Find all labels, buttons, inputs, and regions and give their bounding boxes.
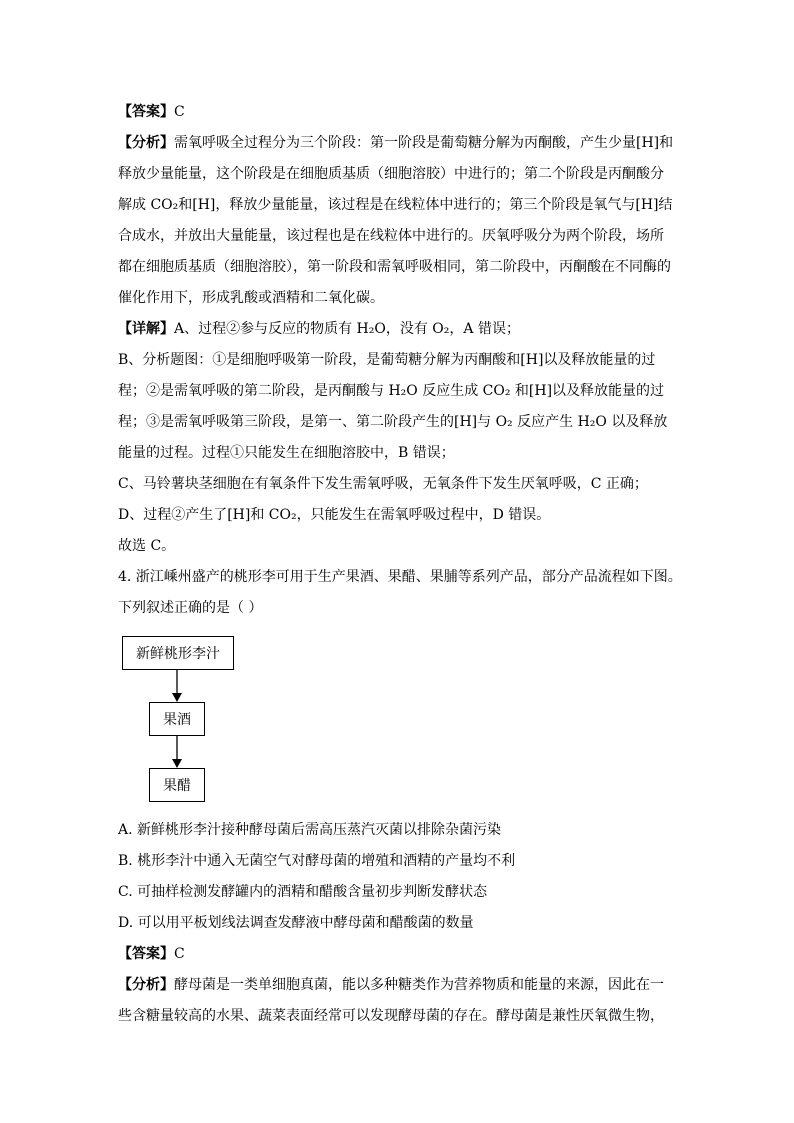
option-d: D. 可以用平板划线法调查发酵液中酵母菌和醋酸菌的数量: [118, 915, 474, 931]
flow-step-fresh-juice: 新鲜桃形李汁: [122, 636, 234, 670]
answer-value: C: [174, 946, 185, 962]
detail-line: 能量的过程。过程①只能发生在细胞溶胶中，B 错误；: [118, 445, 455, 461]
answer-line-2: [118, 944, 185, 964]
analysis-label: 【分析】: [118, 135, 174, 151]
detail-line: D、过程②产生了[H]和 CO₂，只能发生在需氧呼吸过程中，D 错误。: [118, 507, 551, 523]
analysis-text: 酵母菌是一类单细胞真菌，能以多种糖类作为营养物质和能量的来源，因此在一: [174, 977, 664, 993]
question-stem: 4. 浙江嵊州盛产的桃形李可用于生产果酒、果醋、果脯等系列产品，部分产品流程如下图。: [118, 569, 682, 585]
detail-line: 程；③是需氧呼吸第三阶段，是第一、第二阶段产生的[H]与 O₂ 反应产生 H₂O 以及释放: [118, 414, 668, 430]
flow-arrow-1: [172, 670, 182, 702]
option-c: C. 可抽样检测发酵罐内的酒精和醋酸含量初步判断发酵状态: [118, 884, 488, 900]
flow-arrow-2: [172, 736, 182, 768]
analysis-line: 解成 CO₂和[H]，释放少量能量，该过程是在线粒体中进行的；第三个阶段是氧气与[H]结: [118, 197, 673, 213]
detail-label: 【详解】: [118, 321, 174, 337]
analysis-line: 催化作用下，形成乳酸或酒精和二氧化碳。: [118, 290, 384, 306]
question-stem: 下列叙述正确的是（ ）: [118, 600, 263, 616]
analysis-label: 【分析】: [118, 977, 174, 993]
detail-line: 程；②是需氧呼吸的第二阶段，是丙酮酸与 H₂O 反应生成 CO₂ 和[H]以及释放能量的过: [118, 383, 665, 399]
analysis-line: 都在细胞质基质（细胞溶胶），第一阶段和需氧呼吸相同，第二阶段中，丙酮酸在不同酶的: [118, 259, 671, 275]
flow-step-vinegar: 果醋: [149, 768, 205, 802]
option-a: A. 新鲜桃形李汁接种酵母菌后需高压蒸汽灭菌以排除杂菌污染: [118, 822, 502, 838]
analysis-text: 需氧呼吸全过程分为三个阶段：第一阶段是葡萄糖分解为丙酮酸，产生少量[H]和: [174, 135, 674, 151]
analysis-line: 释放少量能量，这个阶段是在细胞质基质（细胞溶胶）中进行的；第二个阶段是丙酮酸分: [118, 166, 664, 182]
detail-line: 故选 C。: [118, 538, 176, 554]
detail-line: C、马铃薯块茎细胞在有氧条件下发生需氧呼吸，无氧条件下发生厌氧呼吸，C 正确；: [118, 476, 648, 492]
answer-label: 【答案】: [118, 104, 174, 120]
answer-label: 【答案】: [118, 946, 174, 962]
analysis-line: 些含糖量较高的水果、蔬菜表面经常可以发现酵母菌的存在。酵母菌是兼性厌氧微生物，: [118, 1008, 664, 1024]
flow-step-wine: 果酒: [149, 702, 205, 736]
answer-value: C: [174, 104, 185, 120]
analysis-line: [118, 975, 664, 995]
option-b: B. 桃形李汁中通入无菌空气对酵母菌的增殖和酒精的产量均不利: [118, 853, 516, 869]
analysis-line: 合成水，并放出大量能量，该过程也是在线粒体中进行的。厌氧呼吸分为两个阶段，场所: [118, 228, 664, 244]
detail-text: A、过程②参与反应的物质有 H₂O，没有 O₂，A 错误；: [174, 321, 520, 337]
detail-line: B、分析题图：①是细胞呼吸第一阶段，是葡萄糖分解为丙酮酸和[H]以及释放能量的过: [118, 352, 656, 368]
